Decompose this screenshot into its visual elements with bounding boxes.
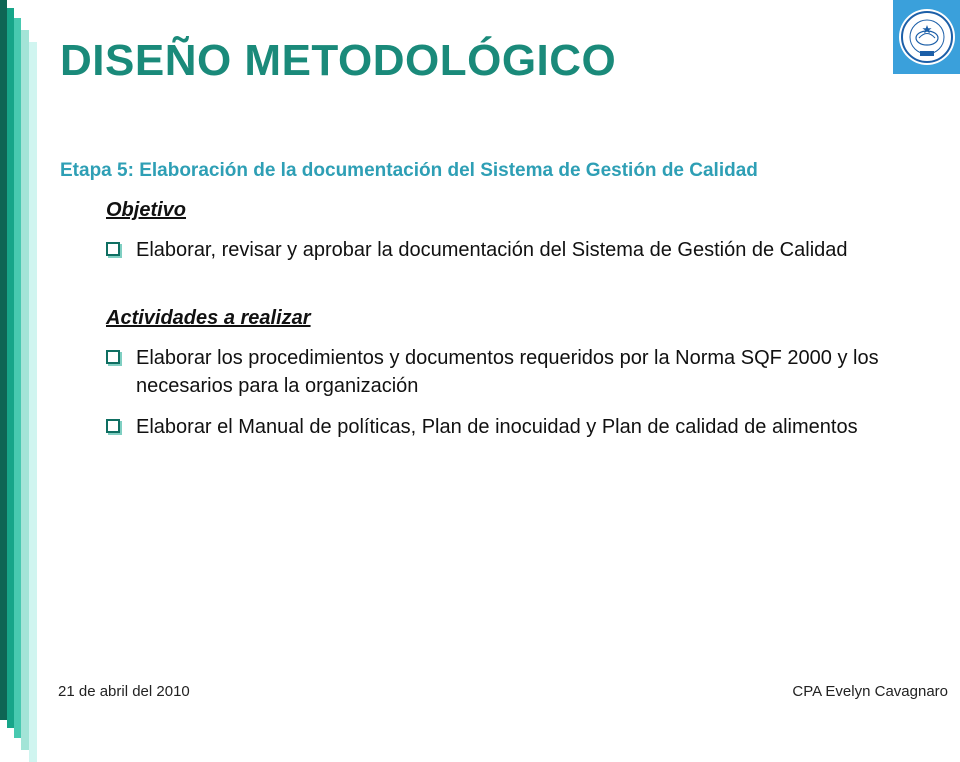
slide-title: DISEÑO METODOLÓGICO [60, 36, 617, 85]
stripe-medium [7, 8, 14, 728]
list-item [106, 413, 906, 441]
bullet-text: Elaborar el Manual de políticas, Plan de inocuidad y Plan de calidad de alimentos [136, 416, 858, 438]
bullet-text: Elaborar, revisar y aprobar la documentación del Sistema de Gestión de Calidad [136, 239, 848, 261]
checkbox-bullet-icon [106, 242, 120, 256]
list-item [106, 344, 906, 400]
footer-author: CPA Evelyn Cavagnaro [792, 683, 948, 700]
checkbox-bullet-icon [106, 350, 120, 364]
checkbox-bullet-icon [106, 419, 120, 433]
stripe-light [14, 18, 21, 738]
stripe-lightest [29, 42, 37, 762]
stripe-lighter [21, 30, 29, 750]
espol-seal-icon [897, 7, 957, 67]
stripe-dark [0, 0, 7, 720]
slide-subtitle: Etapa 5: Elaboración de la documentación del Sistema de Gestión de Calidad [60, 160, 758, 181]
decorative-stripes [0, 0, 40, 720]
list-item [106, 236, 906, 264]
bullet-text: Elaborar los procedimientos y documentos requeridos por la Norma SQF 2000 y los necesarios para la organización [136, 347, 879, 397]
objective-heading: Objetivo [106, 199, 187, 221]
activities-heading: Actividades a realizar [106, 307, 311, 329]
footer-date: 21 de abril del 2010 [58, 683, 190, 700]
espol-logo [893, 0, 960, 74]
